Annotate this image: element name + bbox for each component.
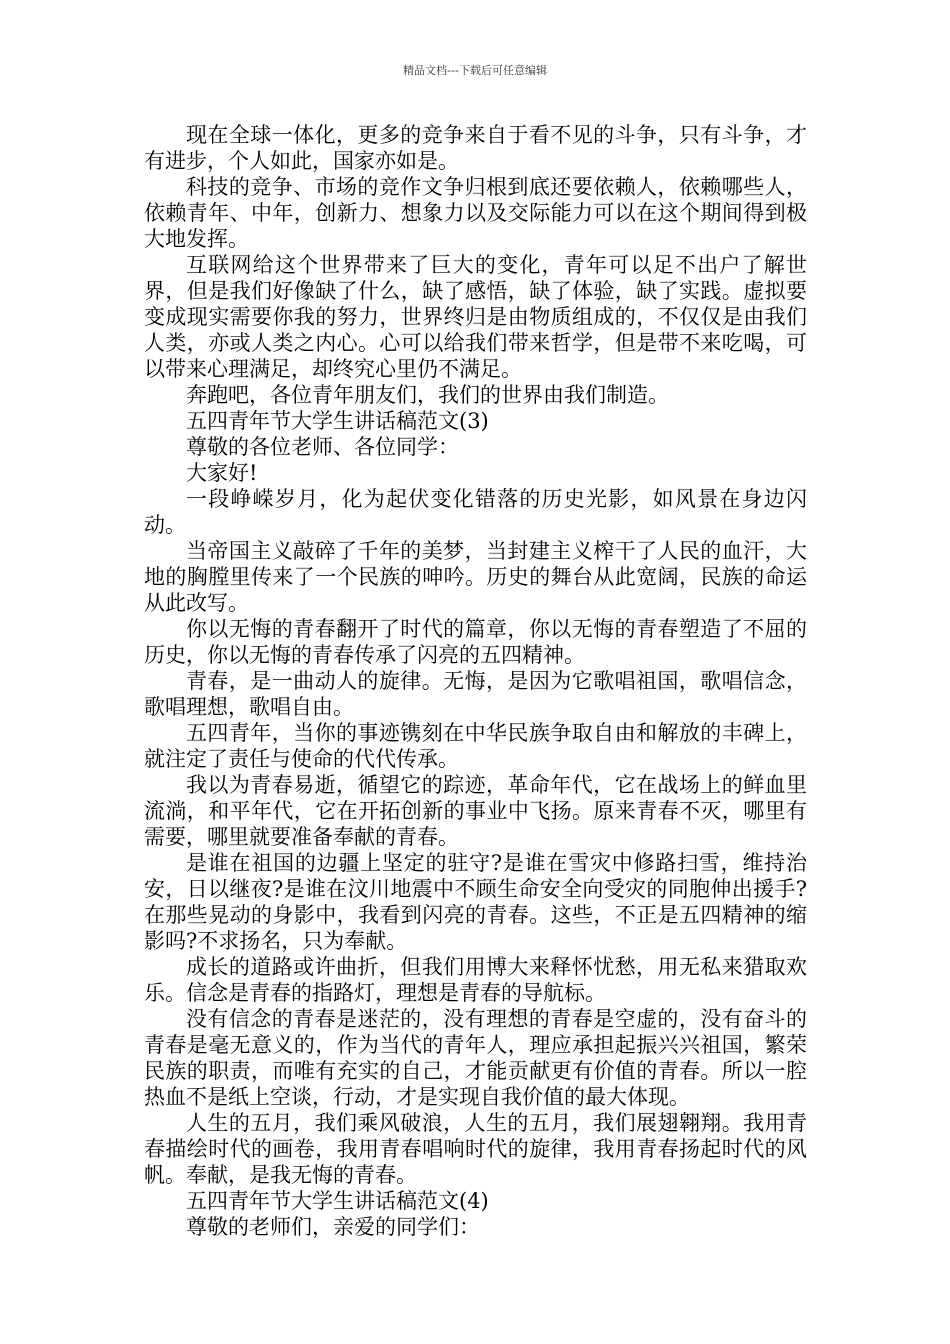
paragraph: 你以无悔的青春翻开了时代的篇章，你以无悔的青春塑造了不屈的历史，你以无悔的青春传承了闪亮的五四精神。 [144,617,807,667]
paragraph: 人生的五月，我们乘风破浪，人生的五月，我们展翅翱翔。我用青春描绘时代的画卷，我用青春唱响时代的旋律，我用青春扬起时代的风帆。奉献，是我无悔的青春。 [144,1111,807,1187]
page-header: 精品文档---下载后可任意编辑 [403,64,547,77]
paragraph: 一段峥嵘岁月，化为起伏变化错落的历史光影，如风景在身边闪动。 [144,487,807,537]
paragraph: 五四青年，当你的事迹镌刻在中华民族争取自由和解放的丰碑上，就注定了责任与使命的代代传承。 [144,721,807,771]
salutation: 尊敬的各位老师、各位同学： [186,435,459,459]
paragraph: 奔跑吧，各位青年朋友们，我们的世界由我们制造。 [186,383,669,407]
paragraph: 我以为青春易逝，循望它的踪迹，革命年代，它在战场上的鲜血里流淌，和平年代，它在开拓创新的事业中飞扬。原来青春不灭，哪里有需要，哪里就要准备奉献的青春。 [144,773,807,849]
paragraph: 成长的道路或许曲折，但我们用博大来释怀忧愁，用无私来猎取欢乐。信念是青春的指路灯，理想是青春的导航标。 [144,955,807,1005]
greeting: 大家好! [186,461,258,485]
section-heading: 五四青年节大学生讲话稿范文(4) [186,1189,489,1213]
document-body [144,122,807,1240]
salutation: 尊敬的老师们，亲爱的同学们： [186,1215,480,1239]
paragraph: 是谁在祖国的边疆上坚定的驻守?是谁在雪灾中修路扫雪，维持治安，日以继夜?是谁在汶川地震中不顾生命安全向受灾的同胞伸出援手?在那些晃动的身影中，我看到闪亮的青春。这些，不正是五四精神的缩影吗?不求扬名，只为奉献。 [144,851,807,953]
paragraph: 青春，是一曲动人的旋律。无悔，是因为它歌唱祖国，歌唱信念，歌唱理想，歌唱自由。 [144,669,807,719]
paragraph: 当帝国主义敲碎了千年的美梦，当封建主义榨干了人民的血汗，大地的胸膛里传来了一个民族的呻吟。历史的舞台从此宽阔，民族的命运从此改写。 [144,539,807,615]
paragraph: 互联网给这个世界带来了巨大的变化，青年可以足不出户了解世界，但是我们好像缺了什么，缺了感悟，缺了体验，缺了实践。虚拟要变成现实需要你我的努力，世界终归是由物质组成的，不仅仅是由我们人类，亦或人类之内心。心可以给我们带来哲学，但是带不来吃喝，可以带来心理满足，却终究心里仍不满足。 [144,253,807,381]
paragraph: 没有信念的青春是迷茫的，没有理想的青春是空虚的，没有奋斗的青春是毫无意义的，作为当代的青年人，理应承担起振兴兴祖国，繁荣民族的职责，而唯有充实的自己，才能贡献更有价值的青春。所以一腔热血不是纸上空谈，行动，才是实现自我价值的最大体现。 [144,1007,807,1109]
paragraph: 现在全球一体化，更多的竞争来自于看不见的斗争，只有斗争，才有进步，个人如此，国家亦如是。 [144,123,807,173]
paragraph: 科技的竞争、市场的竞作文争归根到底还要依赖人，依赖哪些人，依赖青年、中年，创新力、想象力以及交际能力可以在这个期间得到极大地发挥。 [144,175,807,251]
section-heading: 五四青年节大学生讲话稿范文(3) [186,409,489,433]
